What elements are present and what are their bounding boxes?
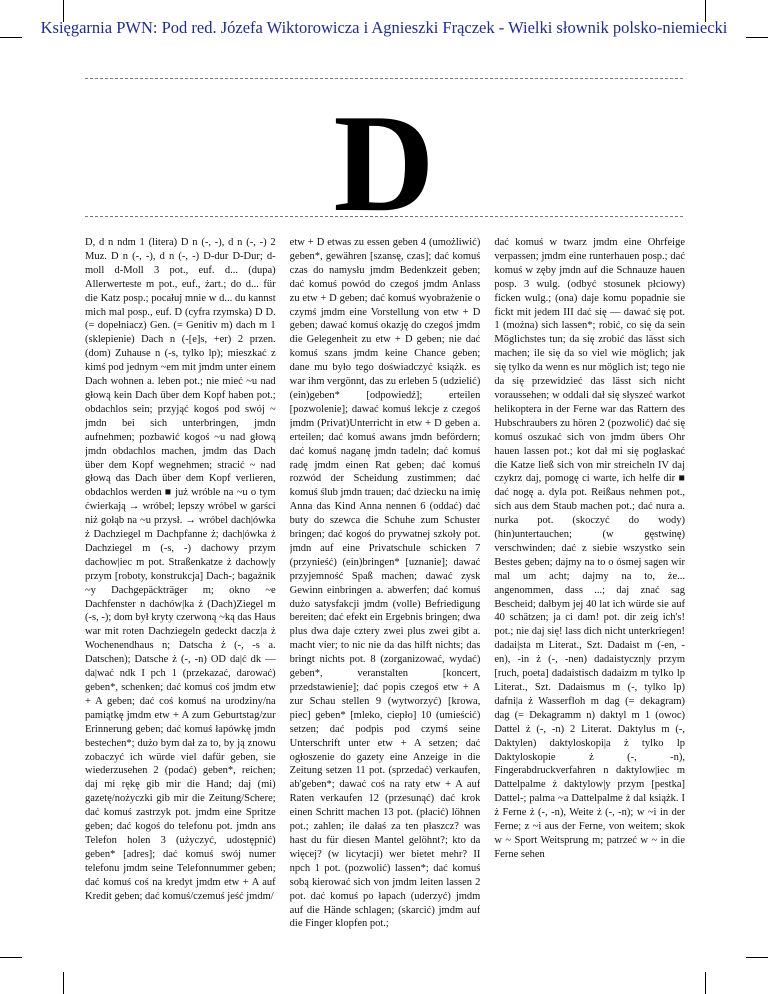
crop-mark [63,972,64,994]
dictionary-column-2 [290,236,481,966]
dictionary-column-3 [494,236,685,966]
crop-mark [0,957,22,958]
header-divider [85,78,683,79]
crop-mark [746,957,768,958]
section-divider [85,216,683,217]
column-3-text: dać komuś w twarz jmdm eine Ohrfeige verpassen; jmdm eine runterhauen posp.; dać komuś w zęby jmdn auf die Schnauze hauen posp. 3 wulg. (odbyć stosunek płciowy) ficken wulg.; (ona) daje komu popadnie sie fickt mit jedem III dać się — dawać się pot. 1 (można) sich lassen*; robić, co się da sein Möglichstes tun; da się zrobić das lässt sich machen; ile się da so viel wie möglich; jak się tylko da wenn es nur möglich ist; tego nie da się przewidzieć das lässt sich nicht voraussehen; w oddali dał się słyszeć warkot helikoptera in der Ferne war das Rattern des Hubschraubers zu hören 2 (pozwolić) dać się komuś oszukać sich von jmdm übers Ohr hauen lassen pot.; kot dał mi się pogłaskać die Katze ließ sich von mir streicheln IV daj czykrz daj, pomogę ci warte, ich helfe dir ■ dać nogę a. dyla pot. Reißaus nehmen pot., sich aus dem Staub machen pot.; dać nura a. nurka pot. (skoczyć do wody) (hin)untertauchen; (w gęstwinę) verschwinden; dać z siebie wszystko sein Bestes geben; dajmy na to o ósmej sagen wir mal um acht; dajmy na to, że... angenommen, dass ...; daj znać sag Bescheid; dałbym jej 40 lat ich würde sie auf 40 schätzen; ja ci dam! pot. dir zeig ich's! pot.; nie daj się! lass dich nicht unterkriegen! dadai|sta m Literat., Szt. Dadaist m (-en, -en), -in ż (-, -nen) dadaistyczn|y przym [ruch, poeta] dadaistisch dadaizm m tylko lp Literat., Szt. Dadaismus m (-, tylko lp) dafni|a ż Wasserfloh m dag (= dekagram) dag (= Dekagramm n) daktyl m 1 (owoc) Dattel ż (-, -n) 2 Literat. Daktylus m (-, Daktylen) daktyloskopi|a ż tylko lp Daktyloskopie ż (-, -n), Fingerabdruckverfahren n daktylow|iec m Dattelpalme ż daktylow|y przym [pestka] Dattel-; palma ~a Dattelpalme ż dal książk. I ż Ferne ż (-, -n), Weite ż (-, -n); w ~i in der Ferne; z ~i aus der Ferne, von weitem; skok w ~ Sport Weitsprung m; patrzeć w ~ in die Ferne sehen [494,237,686,860]
column-1-text: D, d n ndm 1 (litera) D n (-, -), d n (-, -) 2 Muz. D n (-, -), d n (-, -) D-dur D-Dur; d-moll d-Moll 3 pot., euf. d... (dupa) Allerwerteste m pot., euf., żart.; do d... für die Katz posp.; pocałuj mnie w d... du kannst mich mal posp., euf. D (cyfra rzymska) D D. (= dopełniacz) Gen. (= Genitiv m) dach m 1 (sklepienie) Dach n (-[e]s, +er) 2 przen. (dom) Zuhause n (-s, tylko lp); mieszkać z kimś pod jednym ~em mit jmdm unter einem Dach wohnen a. leben pot.; nie mieć ~u nad głową kein Dach über dem Kopf haben pot.; obdachlos sein; przyjąć kogoś pod swój ~ jmdn bei sich unterbringen, jmdn aufnehmen; pozbawić kogoś ~u nad głową jmdn obdachlos machen, jmdm das Dach über dem Kopf wegnehmen; stracić ~ nad głową das Dach über dem Kopf verlieren, obdachlos werden ■ już wróble na ~u o tym ćwierkają → wróbel; lepszy wróbel w garści niż gołąb na ~u przysł. → wróbel dach|ówka ż Dachziegel m Dachpfanne ż; dach|ówka ż Dachziegel m (-s, -) dachowy przym dachow|iec m pot. Straßenkatze ż dachow|y przym [roboty, konstrukcja] Dach-; bagażnik ~y Dachgepäckträger m; okno ~e Dachfenster n dachów|ka ż (Dach)Ziegel m (-s, -); dom był kryty czerwoną ~ką das Haus war mit roten Dachziegeln gedeckt dacz|a ż Wochenendhaus n; Datscha ż (-, -s a. Datschen); Datsche ż (-, -n) OD da|ć dk — da|wać ndk I pch 1 (przekazać, darować) geben*, schenken; dać komuś coś jmdm etw + A geben; dać coś komuś na urodziny/na pamiątkę jmdm etw + A zum Geburtstag/zur Erinnerung geben; dać komuś łapówkę jmdn bestechen*; dużo bym dał za to, by ją znowu zobaczyć ich würde viel dafür geben, sie wiederzusehen 2 (podać) geben*, reichen; daj mi rękę gib mir die Hand; daj (mi) gazetę/nożyczki gib mir die Zeitung/Schere; dać komuś zastrzyk pot. jmdm eine Spritze geben; dać kogoś do telefonu pot. jmdn ans Telefon holen 3 (użyczyć, udostępnić) geben* [adres]; dać komuś swój numer telefonu jmdm seine Telefonnummer geben; dać komuś coś na kredyt jmdm etw + A auf Kredit geben; dać komuś/czemuś jeść jmdm/ [85,237,276,902]
page-header-title: Księgarnia PWN: Pod red. Józefa Wiktorowicza i Agnieszki Frączek - Wielki słownik polsko-niemiecki [40,18,728,37]
dictionary-columns [85,236,685,966]
crop-mark [705,972,706,994]
section-letter: D [333,86,435,241]
column-2-text: etw + D etwas zu essen geben 4 (umożliwić) geben*, gewähren [szansę, czas]; dać komuś czas do namysłu jmdm Bedenkzeit geben; dać komuś powód do czegoś jmdm Anlass zu etw + D geben; dać komuś wyobrażenie o czymś jmdm eine Vorstellung von etw + D geben; dawać komuś okazję do czegoś jmdm die Gelegenheit zu etw + D geben; nie dać komuś szans jmdm keine Chance geben; dane mu było tego doświadczyć książk. es war ihm vergönnt, das zu erleben 5 (udzielić) (ein)geben* [odpowiedź]; erteilen [pozwolenie]; dawać komuś lekcje z czegoś jmdm (Privat)Unterricht in etw + D geben a. erteilen; dać komuś awans jmdn befördern; dać komuś naganę jmdn tadeln; dać komuś radę jmdm einen Rat geben; dać komuś rozwód der Scheidung zustimmen; dać komuś ślub jmdn trauen; dać dziecku na imię Anna das Kind Anna nennen 6 (oddać) dać buty do szewca die Schuhe zum Schuster bringen; dać kogoś do prywatnej szkoły pot. jmdn auf eine Privatschule schicken 7 (przynieść) (ein)bringen* [uznanie]; dawać przyjemność Spaß machen; dawać zysk Gewinn einbringen a. abwerfen; dać komuś dużo satysfakcji jmdm (volle) Befriedigung bereiten; dać efekt ein Ergebnis bringen; dwa plus dwa daje cztery zwei plus zwei gibt a. macht vier; to nic nie da das hilft nichts; das bringt nichts pot. 8 (zorganizować, wydać) geben*, veranstalten [koncert, przedstawienie]; dać popis czegoś etw + A zur Schau stellen 9 (wytworzyć) [krowa, piec] geben* [mleko, ciepło] 10 (umieścić) setzen; dać podpis pod czymś seine Unterschrift unter etw + A setzen; dać ogłoszenie do gazety eine Anzeige in die Zeitung setzen 11 pot. (sprzedać) verkaufen, ab'geben*; dawać coś na raty etw + A auf Raten verkaufen 12 (przesunąć) dać krok einen Schritt machen 13 pot. (płacić) löhnen pot.; zahlen; ile dałaś za ten płaszcz? was hast du für diesen Mantel gelöhnt?; kto da więcej? (w licytacji) wer bietet mehr? II npch 1 pot. (pozwolić) lassen*; dać komuś sobą kierować sich von jmdm leiten lassen 2 pot. dać komuś po łapach (uderzyć) jmdm auf die Hände schlagen; (skarcić) jmdm auf die Finger klopfen pot.; [289,237,481,930]
dictionary-column-1 [85,236,276,966]
